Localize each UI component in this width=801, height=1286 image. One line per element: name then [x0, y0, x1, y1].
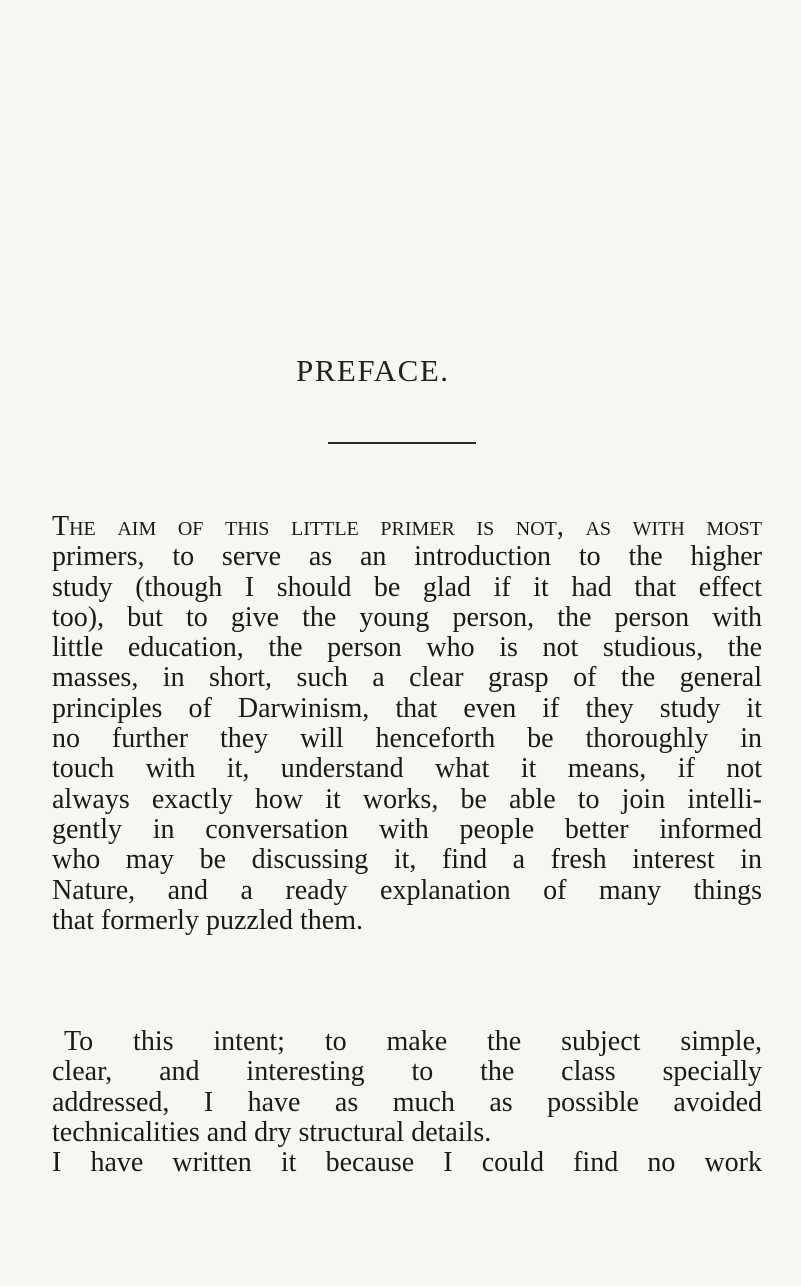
text-line: To this intent; to make the subject simple, [64, 1026, 762, 1057]
preface-paragraph-3 [52, 1148, 762, 1178]
text-line: primers, to serve as an introduction to the higher [52, 541, 762, 573]
text-line: Nature, and a ready explanation of many things [52, 874, 762, 906]
text-line: I have written it because I could find no work [52, 1147, 762, 1178]
text-line: addressed, I have as much as possible avoided [52, 1086, 762, 1118]
text-line: that formerly puzzled them. [52, 904, 363, 936]
text-line: who may be discussing it, find a fresh interest in [52, 844, 762, 876]
preface-paragraph-1 [52, 512, 762, 936]
preface-paragraph-2 [52, 1027, 762, 1148]
text-line: always exactly how it works, be able to join intelli- [52, 783, 762, 815]
text-line: principles of Darwinism, that even if they study it [52, 692, 762, 724]
text-line: technicalities and dry structural details. [52, 1116, 492, 1148]
text-line: too), but to give the young person, the person with [52, 601, 762, 633]
text-line: gently in conversation with people better informed [52, 813, 762, 845]
text-line: The aim of this little primer is not, as with most [52, 511, 762, 542]
page-title: PREFACE. [296, 353, 450, 388]
text-line: clear, and interesting to the class specially [52, 1056, 762, 1088]
text-line: little education, the person who is not studious, the [52, 632, 762, 664]
text-line: no further they will henceforth be thoroughly in [52, 723, 762, 755]
title-divider [328, 442, 476, 444]
text-line: touch with it, understand what it means, if not [52, 753, 762, 785]
text-line: masses, in short, such a clear grasp of the general [52, 662, 762, 694]
text-line: study (though I should be glad if it had that effect [52, 571, 762, 603]
